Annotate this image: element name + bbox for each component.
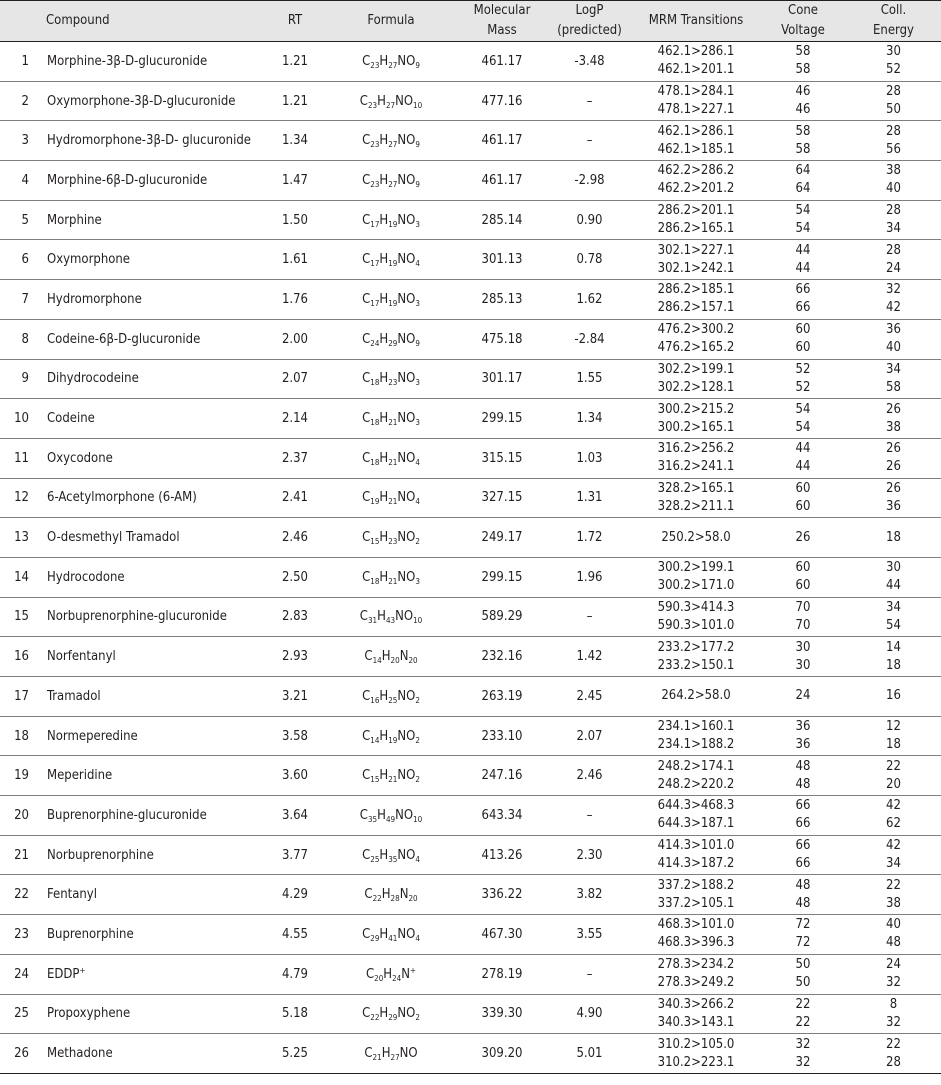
formula: $C_{23}H_{27}NO_9$ xyxy=(362,172,420,189)
formula: $C_{16}H_{25}NO_2$ xyxy=(362,688,420,705)
cone-voltage: 60 60 xyxy=(795,560,811,594)
compound-name: Codeine-6β-D-glucuronide xyxy=(47,331,201,347)
collision-energy: 12 18 xyxy=(886,719,901,753)
row-number: 3 xyxy=(21,133,29,149)
collision-energy: 38 40 xyxy=(886,163,901,197)
cone-voltage: 44 44 xyxy=(795,441,811,475)
logp: 2.30 xyxy=(576,847,603,863)
table-row xyxy=(0,557,941,597)
header-rt: RT xyxy=(265,1,325,42)
mrm-transitions: 233.2>177.2 233.2>150.1 xyxy=(657,639,735,673)
retention-time: 2.93 xyxy=(281,649,309,665)
row-number: 25 xyxy=(14,1006,29,1022)
table-row xyxy=(0,915,941,955)
mrm-transitions: 264.2>58.0 xyxy=(661,688,731,704)
cone-voltage: 58 58 xyxy=(795,44,811,78)
formula: $C_{17}H_{19}NO_4$ xyxy=(362,252,420,269)
compound-name: Fentanyl xyxy=(47,887,97,903)
logp: -2.98 xyxy=(574,172,605,188)
retention-time: 3.60 xyxy=(281,768,309,784)
retention-time: 2.41 xyxy=(281,490,309,506)
retention-time: 1.34 xyxy=(281,133,309,149)
logp: 3.55 xyxy=(576,926,603,942)
cone-voltage: 52 52 xyxy=(795,361,811,395)
retention-time: 2.46 xyxy=(281,530,309,546)
retention-time: 3.77 xyxy=(281,847,309,863)
collision-energy: 22 28 xyxy=(886,1036,901,1070)
formula: $C_{35}H_{49}NO_{10}$ xyxy=(359,807,423,824)
compound-name: Hydrocodone xyxy=(47,569,125,585)
collision-energy: 26 26 xyxy=(886,441,901,475)
compound-name: Meperidine xyxy=(47,768,113,784)
formula: $C_{24}H_{29}NO_9$ xyxy=(362,331,420,348)
collision-energy: 34 58 xyxy=(886,361,901,395)
collision-energy: 40 48 xyxy=(886,917,901,951)
row-number: 23 xyxy=(14,926,29,942)
formula: $C_{20}H_{24}N^+$ xyxy=(365,965,417,983)
row-number: 17 xyxy=(14,688,29,704)
table-row xyxy=(0,280,941,320)
header-cone-voltage: Cone Voltage xyxy=(760,1,846,42)
cone-voltage: 54 54 xyxy=(795,203,811,237)
retention-time: 3.21 xyxy=(281,688,309,704)
header-compound: Compound xyxy=(0,1,265,42)
table-row xyxy=(0,121,941,161)
retention-time: 1.50 xyxy=(281,212,309,228)
compound-name: Normeperedine xyxy=(47,728,138,744)
mrm-transitions: 278.3>234.2 278.3>249.2 xyxy=(657,957,735,991)
logp: – xyxy=(586,93,593,109)
table-row xyxy=(0,518,941,558)
retention-time: 4.29 xyxy=(281,887,309,903)
logp: – xyxy=(586,609,593,625)
formula: $C_{21}H_{27}NO$ xyxy=(364,1046,418,1063)
table-row xyxy=(0,399,941,439)
row-number: 16 xyxy=(14,649,29,665)
compound-name: Morphine xyxy=(47,212,102,228)
retention-time: 1.61 xyxy=(281,252,309,268)
row-number: 8 xyxy=(21,331,29,347)
cone-voltage: 72 72 xyxy=(795,917,811,951)
row-number: 18 xyxy=(14,728,29,744)
molecular-mass: 461.17 xyxy=(481,133,523,149)
retention-time: 2.00 xyxy=(281,331,309,347)
mrm-transitions: 310.2>105.0 310.2>223.1 xyxy=(657,1036,735,1070)
cone-voltage: 64 64 xyxy=(795,163,811,197)
molecular-mass: 309.20 xyxy=(481,1046,523,1062)
row-number: 4 xyxy=(21,172,29,188)
molecular-mass: 315.15 xyxy=(481,450,523,466)
collision-energy: 26 36 xyxy=(886,480,901,514)
molecular-mass: 299.15 xyxy=(481,569,523,585)
retention-time: 1.21 xyxy=(281,53,309,69)
retention-time: 2.14 xyxy=(281,411,309,427)
cone-voltage: 66 66 xyxy=(795,798,811,832)
table-row xyxy=(0,438,941,478)
compound-name: Tramadol xyxy=(47,688,101,704)
row-number: 19 xyxy=(14,768,29,784)
collision-energy: 28 56 xyxy=(886,123,901,157)
collision-energy: 42 62 xyxy=(886,798,901,832)
formula: $C_{23}H_{27}NO_{10}$ xyxy=(359,93,423,110)
logp: 1.34 xyxy=(576,411,603,427)
collision-energy: 36 40 xyxy=(886,322,901,356)
formula: $C_{31}H_{43}NO_{10}$ xyxy=(359,609,423,626)
molecular-mass: 285.13 xyxy=(481,291,523,307)
cone-voltage: 50 50 xyxy=(795,957,811,991)
table-row xyxy=(0,954,941,994)
formula: $C_{23}H_{27}NO_9$ xyxy=(362,133,420,150)
retention-time: 1.76 xyxy=(281,291,309,307)
collision-energy: 26 38 xyxy=(886,401,901,435)
formula: $C_{23}H_{27}NO_9$ xyxy=(362,53,420,70)
row-number: 9 xyxy=(21,371,29,387)
formula: $C_{17}H_{19}NO_3$ xyxy=(362,291,420,308)
compound-name: Norfentanyl xyxy=(47,649,116,665)
logp: 1.55 xyxy=(576,371,603,387)
header-molecular-mass: Molecular Mass xyxy=(457,1,547,42)
logp: 1.96 xyxy=(576,569,603,585)
mrm-transitions: 462.1>286.1 462.1>185.1 xyxy=(657,123,735,157)
mrm-transitions: 302.1>227.1 302.1>242.1 xyxy=(657,242,735,276)
retention-time: 2.37 xyxy=(281,450,309,466)
collision-energy: 24 32 xyxy=(886,957,901,991)
retention-time: 4.79 xyxy=(281,966,309,982)
formula: $C_{14}H_{20}N_{20}$ xyxy=(364,649,418,666)
collision-energy: 18 xyxy=(886,529,901,545)
formula: $C_{18}H_{21}NO_3$ xyxy=(362,411,420,428)
table-row xyxy=(0,756,941,796)
compound-name: O-desmethyl Tramadol xyxy=(47,530,180,546)
formula: $C_{15}H_{23}NO_2$ xyxy=(362,530,420,547)
compound-name: Norbuprenorphine-glucuronide xyxy=(47,609,227,625)
header-logp: LogP (predicted) xyxy=(547,1,632,42)
collision-energy: 22 38 xyxy=(886,877,901,911)
molecular-mass: 413.26 xyxy=(481,847,523,863)
collision-energy: 30 52 xyxy=(886,44,901,78)
mrm-transitions: 590.3>414.3 590.3>101.0 xyxy=(657,599,735,633)
compound-name: Morphine-6β-D-glucuronide xyxy=(47,172,208,188)
row-number: 22 xyxy=(14,887,29,903)
molecular-mass: 247.16 xyxy=(481,768,523,784)
row-number: 14 xyxy=(14,569,29,585)
molecular-mass: 263.19 xyxy=(481,688,523,704)
mrm-transitions: 250.2>58.0 xyxy=(661,529,731,545)
row-number: 13 xyxy=(14,530,29,546)
molecular-mass: 467.30 xyxy=(481,926,523,942)
formula: $C_{18}H_{21}NO_4$ xyxy=(362,450,420,467)
table-row xyxy=(0,478,941,518)
row-number: 10 xyxy=(14,411,29,427)
molecular-mass: 336.22 xyxy=(481,887,523,903)
logp: -2.84 xyxy=(574,331,605,347)
row-number: 24 xyxy=(14,966,29,982)
compound-name: Morphine-3β-D-glucuronide xyxy=(47,53,208,69)
mrm-transitions: 316.2>256.2 316.2>241.1 xyxy=(657,441,735,475)
molecular-mass: 475.18 xyxy=(481,331,523,347)
formula: $C_{18}H_{21}NO_3$ xyxy=(362,569,420,586)
row-number: 5 xyxy=(21,212,29,228)
cone-voltage: 48 48 xyxy=(795,877,811,911)
molecular-mass: 278.19 xyxy=(481,966,523,982)
formula: $C_{22}H_{29}NO_2$ xyxy=(362,1006,420,1023)
formula: $C_{15}H_{21}NO_2$ xyxy=(362,768,420,785)
table-row xyxy=(0,835,941,875)
molecular-mass: 461.17 xyxy=(481,53,523,69)
collision-energy: 14 18 xyxy=(886,639,901,673)
compound-name: EDDP+ xyxy=(47,965,86,982)
table-row xyxy=(0,1034,941,1074)
mrm-transitions: 462.1>286.1 462.1>201.1 xyxy=(657,44,735,78)
table-header xyxy=(0,1,941,42)
collision-energy: 32 42 xyxy=(886,282,901,316)
logp: 3.82 xyxy=(576,887,603,903)
table-row xyxy=(0,161,941,201)
table-row xyxy=(0,240,941,280)
logp: 2.07 xyxy=(576,728,603,744)
logp: 2.45 xyxy=(576,688,603,704)
cone-voltage: 26 xyxy=(795,529,811,545)
compound-name: Dihydrocodeine xyxy=(47,371,139,387)
molecular-mass: 233.10 xyxy=(481,728,523,744)
mrm-transitions: 286.2>201.1 286.2>165.1 xyxy=(657,203,735,237)
formula: $C_{18}H_{23}NO_3$ xyxy=(362,371,420,388)
table-body xyxy=(0,42,941,1074)
formula: $C_{17}H_{19}NO_3$ xyxy=(362,212,420,229)
mrm-transitions: 478.1>284.1 478.1>227.1 xyxy=(657,84,735,118)
logp: 2.46 xyxy=(576,768,603,784)
mrm-transitions: 644.3>468.3 644.3>187.1 xyxy=(657,798,735,832)
mrm-transitions: 248.2>174.1 248.2>220.2 xyxy=(657,758,735,792)
logp: – xyxy=(586,133,593,149)
compound-name: Oxymorphone xyxy=(47,252,131,268)
row-number: 12 xyxy=(14,490,29,506)
mrm-transitions: 414.3>101.0 414.3>187.2 xyxy=(657,838,735,872)
logp: 5.01 xyxy=(576,1046,603,1062)
cone-voltage: 60 60 xyxy=(795,480,811,514)
retention-time: 1.21 xyxy=(281,93,309,109)
mrm-transitions: 302.2>199.1 302.2>128.1 xyxy=(657,361,735,395)
mrm-transitions: 328.2>165.1 328.2>211.1 xyxy=(657,480,735,514)
molecular-mass: 285.14 xyxy=(481,212,523,228)
cone-voltage: 22 22 xyxy=(795,996,811,1030)
molecular-mass: 643.34 xyxy=(481,807,523,823)
logp: 1.72 xyxy=(576,530,603,546)
cone-voltage: 32 32 xyxy=(795,1036,811,1070)
retention-time: 2.07 xyxy=(281,371,309,387)
collision-energy: 28 34 xyxy=(886,203,901,237)
compound-name: Oxymorphone-3β-D-glucuronide xyxy=(47,93,236,109)
molecular-mass: 589.29 xyxy=(481,609,523,625)
table-row xyxy=(0,81,941,121)
collision-energy: 28 24 xyxy=(886,242,901,276)
retention-time: 4.55 xyxy=(281,926,309,942)
header-coll-energy: Coll. Energy xyxy=(846,1,941,42)
table-row xyxy=(0,200,941,240)
compound-name: Hydromorphone xyxy=(47,291,142,307)
table-row xyxy=(0,716,941,756)
molecular-mass: 327.15 xyxy=(481,490,523,506)
compound-name: Hydromorphone-3β-D- glucuronide xyxy=(47,133,251,149)
row-number: 2 xyxy=(21,93,29,109)
mrm-transitions: 300.2>199.1 300.2>171.0 xyxy=(657,560,735,594)
mrm-transitions: 340.3>266.2 340.3>143.1 xyxy=(657,996,735,1030)
cone-voltage: 44 44 xyxy=(795,242,811,276)
cone-voltage: 58 58 xyxy=(795,123,811,157)
molecular-mass: 299.15 xyxy=(481,411,523,427)
compound-name: Propoxyphene xyxy=(47,1006,131,1022)
cone-voltage: 66 66 xyxy=(795,838,811,872)
mrm-transitions: 286.2>185.1 286.2>157.1 xyxy=(657,282,735,316)
cone-voltage: 60 60 xyxy=(795,322,811,356)
row-number: 7 xyxy=(21,291,29,307)
cone-voltage: 46 46 xyxy=(795,84,811,118)
formula: $C_{19}H_{21}NO_4$ xyxy=(362,490,420,507)
cone-voltage: 24 xyxy=(795,688,811,704)
logp: 0.78 xyxy=(576,252,603,268)
molecular-mass: 461.17 xyxy=(481,172,523,188)
molecular-mass: 232.16 xyxy=(481,649,523,665)
mrm-transitions: 462.2>286.2 462.2>201.2 xyxy=(657,163,735,197)
cone-voltage: 66 66 xyxy=(795,282,811,316)
retention-time: 2.50 xyxy=(281,569,309,585)
row-number: 15 xyxy=(14,609,29,625)
formula: $C_{29}H_{41}NO_4$ xyxy=(362,926,420,943)
molecular-mass: 249.17 xyxy=(481,530,523,546)
compound-name: Oxycodone xyxy=(47,450,113,466)
header-formula: Formula xyxy=(325,1,457,42)
collision-energy: 30 44 xyxy=(886,560,901,594)
cone-voltage: 36 36 xyxy=(795,719,811,753)
collision-energy: 28 50 xyxy=(886,84,901,118)
compound-name: 6-Acetylmorphone (6-AM) xyxy=(47,490,197,506)
logp: 0.90 xyxy=(576,212,603,228)
retention-time: 2.83 xyxy=(281,609,309,625)
table-row xyxy=(0,42,941,82)
table-row xyxy=(0,875,941,915)
collision-energy: 42 34 xyxy=(886,838,901,872)
logp: 4.90 xyxy=(576,1006,603,1022)
table-row xyxy=(0,796,941,836)
formula: $C_{14}H_{19}NO_2$ xyxy=(362,728,420,745)
row-number: 1 xyxy=(21,53,29,69)
molecular-mass: 301.17 xyxy=(481,371,523,387)
logp: 1.31 xyxy=(576,490,603,506)
molecular-mass: 339.30 xyxy=(481,1006,523,1022)
table-row xyxy=(0,677,941,717)
mrm-transitions: 337.2>188.2 337.2>105.1 xyxy=(657,877,735,911)
cone-voltage: 70 70 xyxy=(795,599,811,633)
collision-energy: 22 20 xyxy=(886,758,901,792)
logp: 1.42 xyxy=(576,649,603,665)
retention-time: 3.58 xyxy=(281,728,309,744)
molecular-mass: 477.16 xyxy=(481,93,523,109)
mrm-transitions: 234.1>160.1 234.1>188.2 xyxy=(657,719,735,753)
collision-energy: 16 xyxy=(886,688,901,704)
compound-name: Codeine xyxy=(47,411,95,427)
table-row xyxy=(0,994,941,1034)
formula: $C_{25}H_{35}NO_4$ xyxy=(362,847,420,864)
table-row xyxy=(0,637,941,677)
compound-name: Buprenorphine-glucuronide xyxy=(47,807,207,823)
cone-voltage: 54 54 xyxy=(795,401,811,435)
retention-time: 5.25 xyxy=(281,1046,309,1062)
logp: – xyxy=(586,966,593,982)
mrm-transitions: 300.2>215.2 300.2>165.1 xyxy=(657,401,735,435)
formula: $C_{22}H_{28}N_{20}$ xyxy=(364,887,418,904)
logp: 1.62 xyxy=(576,291,603,307)
table-row xyxy=(0,319,941,359)
compound-name: Methadone xyxy=(47,1046,113,1062)
mrm-transitions: 476.2>300.2 476.2>165.2 xyxy=(657,322,735,356)
header-mrm-transitions: MRM Transitions xyxy=(632,1,760,42)
compound-name: Buprenorphine xyxy=(47,926,134,942)
table-row xyxy=(0,597,941,637)
retention-time: 1.47 xyxy=(281,172,309,188)
compound-name: Norbuprenorphine xyxy=(47,847,154,863)
molecular-mass: 301.13 xyxy=(481,252,523,268)
row-number: 26 xyxy=(14,1046,29,1062)
cone-voltage: 48 48 xyxy=(795,758,811,792)
collision-energy: 34 54 xyxy=(886,599,901,633)
logp: -3.48 xyxy=(574,53,605,69)
row-number: 11 xyxy=(14,450,29,466)
table-row xyxy=(0,359,941,399)
collision-energy: 8 32 xyxy=(886,996,901,1030)
row-number: 21 xyxy=(14,847,29,863)
cone-voltage: 30 30 xyxy=(795,639,811,673)
mrm-transitions: 468.3>101.0 468.3>396.3 xyxy=(657,917,735,951)
row-number: 6 xyxy=(21,252,29,268)
logp: 1.03 xyxy=(576,450,603,466)
logp: – xyxy=(586,807,593,823)
row-number: 20 xyxy=(14,807,29,823)
retention-time: 3.64 xyxy=(281,807,309,823)
retention-time: 5.18 xyxy=(281,1006,309,1022)
